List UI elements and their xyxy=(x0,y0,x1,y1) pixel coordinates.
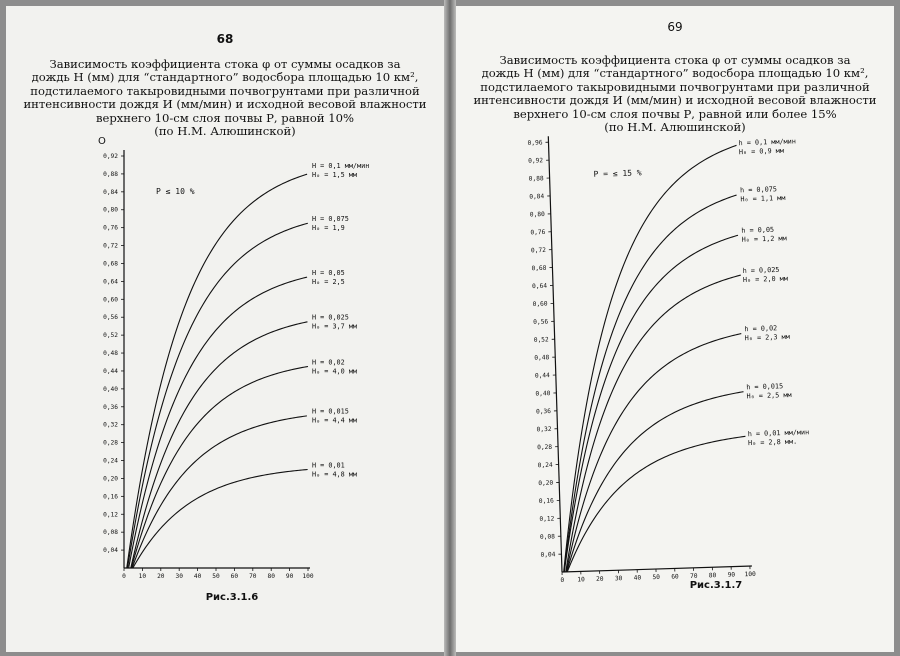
x-tick-label: 70 xyxy=(249,573,257,580)
condition-label: P ≤ 10 % xyxy=(156,187,195,196)
caption-line: Зависимость коэффициента стока φ от суммы осадков за xyxy=(499,53,851,67)
y-tick-label: 0,40 xyxy=(535,390,551,398)
chart-fig-3-1-7 xyxy=(456,6,894,652)
left-page xyxy=(6,6,444,652)
y-tick-label: 0,56 xyxy=(103,314,118,322)
chart-group xyxy=(103,150,369,580)
y-tick-label: 0,60 xyxy=(532,300,548,309)
series-h0-label: H₀ = 0,9 мм xyxy=(738,146,785,157)
x-tick-label: 30 xyxy=(614,575,623,583)
x-tick-label: 80 xyxy=(708,572,717,580)
x-tick-label: 20 xyxy=(596,575,604,583)
y-tick-label: 0,16 xyxy=(103,493,118,501)
page-number-right: 69 xyxy=(667,20,683,34)
y-tick-label: 0,88 xyxy=(103,170,118,178)
y-tick-label: 0,72 xyxy=(530,246,546,255)
x-tick-label: 100 xyxy=(302,573,314,580)
figure-label-right: Рис.3.1.7 xyxy=(689,580,743,591)
y-tick-label: 0,92 xyxy=(528,157,544,165)
y-tick-label: 0,80 xyxy=(103,206,118,214)
series-label: h = 0,015 xyxy=(746,382,784,392)
x-tick-label: 60 xyxy=(230,573,239,580)
y-tick-label: 0,24 xyxy=(537,461,553,470)
caption-line: Зависимость коэффициента стока φ от суммы осадков за xyxy=(49,57,401,71)
series-label: H = 0,015 xyxy=(312,407,349,416)
series-h0-label: H₀ = 1,2 мм xyxy=(741,234,787,244)
caption-line: подстилаемого такыровидными почвогрунтами при различной xyxy=(30,83,420,98)
y-tick-label: 0,76 xyxy=(530,228,546,237)
chart-group xyxy=(527,128,813,584)
x-tick-label: 40 xyxy=(633,574,642,582)
x-tick-label: 60 xyxy=(671,573,679,581)
x-tick-label: 10 xyxy=(577,576,585,584)
series-curve xyxy=(133,470,308,568)
x-tick-label: 90 xyxy=(727,571,736,579)
y-tick-label: 0,64 xyxy=(532,282,548,291)
series-h0-label: H₀ = 1,9 xyxy=(312,224,345,233)
x-tick-label: 0 xyxy=(560,576,565,585)
x-tick-label: 10 xyxy=(138,573,147,580)
page-number-left: 68 xyxy=(216,32,234,46)
y-tick-label: 0,48 xyxy=(103,350,118,358)
x-tick-label: 100 xyxy=(744,570,756,579)
y-tick-label: 0,96 xyxy=(527,139,543,147)
y-tick-label: 0,28 xyxy=(537,443,553,452)
caption-line: дождь Н (мм) для “стандартного” водосбора площадью 10 км², xyxy=(481,66,869,81)
series-label: H = 0,075 xyxy=(312,215,349,224)
y-tick-label: 0,16 xyxy=(538,497,554,506)
y-tick-label: 0,32 xyxy=(536,425,552,434)
caption-line: верхнего 10-см слоя почвы Р, равной 10% xyxy=(95,110,355,125)
y-tick-label: 0,84 xyxy=(103,188,118,196)
series-label: h = 0,01 мм/мин xyxy=(747,428,810,439)
y-tick-label: 0,12 xyxy=(103,511,118,519)
series-label: H = 0,025 xyxy=(312,313,349,322)
caption-line: верхнего 10-см слоя почвы Р, равной или более 15% xyxy=(513,106,837,121)
series-h0-label: H₀ = 1,1 мм xyxy=(740,194,786,204)
caption-line: интенсивности дождя И (мм/мин) и исходной весовой влажности xyxy=(23,97,427,112)
series-h0-label: H₀ = 1,5 мм xyxy=(312,170,358,179)
series-h0-label: H₀ = 4,4 мм xyxy=(312,416,358,425)
series-label: H = 0,01 xyxy=(312,461,345,470)
y-tick-label: 0,88 xyxy=(528,175,544,183)
caption-line: (по Н.М. Алюшинской) xyxy=(154,124,296,139)
y-tick-label: 0,92 xyxy=(103,153,118,160)
x-tick-label: 30 xyxy=(175,573,183,580)
series-h0-label: H₀ = 2,0 мм xyxy=(742,274,789,285)
x-tick-label: 40 xyxy=(193,573,202,580)
series-curve xyxy=(559,334,749,572)
series-h0-label: H₀ = 4,0 мм xyxy=(312,367,358,376)
x-tick-label: 90 xyxy=(285,573,294,580)
y-tick-label: 0,52 xyxy=(533,336,549,344)
y-tick-label: 0,08 xyxy=(103,529,118,537)
y-tick-label: 0,80 xyxy=(529,211,545,219)
y-tick-label: 0,20 xyxy=(103,475,118,483)
series-h0-label: H₀ = 2,8 мм. xyxy=(747,437,798,448)
axis-origin-mark: O xyxy=(98,136,106,147)
series-curve xyxy=(557,275,750,572)
series-label: h = 0,075 xyxy=(739,185,778,195)
series-h0-label: H₀ = 2,5 xyxy=(312,277,345,286)
y-tick-label: 0,04 xyxy=(540,551,556,559)
series-curve xyxy=(132,416,307,568)
y-tick-label: 0,12 xyxy=(539,515,555,523)
series-h0-label: H₀ = 4,8 мм xyxy=(312,470,358,479)
series-h0-label: H₀ = 2,5 мм xyxy=(746,391,792,401)
y-tick-label: 0,20 xyxy=(538,479,554,488)
figure-label-left: Рис.3.1.6 xyxy=(205,592,259,603)
y-tick-label: 0,56 xyxy=(533,318,549,326)
right-page xyxy=(456,6,894,652)
y-tick-label: 0,76 xyxy=(103,224,118,232)
y-tick-label: 0,32 xyxy=(103,421,118,429)
series-curve xyxy=(561,392,749,572)
caption-line: дождь Н (мм) для “стандартного” водосбора площадью 10 км², xyxy=(31,70,419,85)
series-label: h = 0,05 xyxy=(741,225,775,235)
series-h0-label: H₀ = 3,7 мм xyxy=(312,322,358,331)
series-label: h = 0,02 xyxy=(744,324,778,334)
y-tick-label: 0,84 xyxy=(529,193,545,201)
condition-label: P = ≤ 15 % xyxy=(593,168,642,179)
y-tick-label: 0,28 xyxy=(103,439,118,447)
series-curve xyxy=(554,235,749,572)
series-label: H = 0,1 мм/мин xyxy=(312,161,370,170)
caption-line: интенсивности дождя И (мм/мин) и исходной весовой влажности xyxy=(473,93,877,108)
series-curve xyxy=(131,322,308,568)
y-tick-label: 0,24 xyxy=(103,457,118,465)
series-curve xyxy=(129,277,307,568)
caption-line: (по Н.М. Алюшинской) xyxy=(604,120,746,135)
chart-fig-3-1-6 xyxy=(6,6,444,652)
y-tick-label: 0,40 xyxy=(103,385,118,393)
y-tick-label: 0,44 xyxy=(534,372,550,380)
series-label: h = 0,025 xyxy=(742,265,780,276)
series-label: H = 0,02 xyxy=(312,358,345,367)
y-tick-label: 0,48 xyxy=(534,354,550,362)
y-tick-label: 0,04 xyxy=(103,547,118,555)
y-tick-label: 0,36 xyxy=(535,408,552,416)
series-curve xyxy=(550,145,749,572)
y-axis xyxy=(548,136,562,572)
y-tick-label: 0,72 xyxy=(103,242,118,250)
y-tick-label: 0,08 xyxy=(539,533,556,541)
series-h0-label: H₀ = 2,3 мм xyxy=(744,332,790,343)
series-label: H = 0,05 xyxy=(312,268,345,277)
y-tick-label: 0,60 xyxy=(103,296,118,304)
y-tick-label: 0,64 xyxy=(103,278,118,286)
x-tick-label: 80 xyxy=(267,573,275,580)
y-tick-label: 0,52 xyxy=(103,332,118,340)
x-tick-label: 50 xyxy=(212,573,220,580)
y-tick-label: 0,68 xyxy=(531,264,547,273)
x-tick-label: 0 xyxy=(122,573,126,580)
x-tick-label: 50 xyxy=(652,573,661,582)
book-gutter xyxy=(444,0,456,656)
y-tick-label: 0,44 xyxy=(103,367,118,375)
x-axis xyxy=(562,566,752,572)
x-tick-label: 70 xyxy=(689,572,698,580)
caption-line: подстилаемого такыровидными почвогрунтами при различной xyxy=(480,79,870,94)
series-curve xyxy=(552,195,748,572)
y-tick-label: 0,68 xyxy=(103,260,118,268)
x-tick-label: 20 xyxy=(157,573,165,580)
y-tick-label: 0,36 xyxy=(103,403,118,411)
series-label: h = 0,1 мм/мин xyxy=(738,137,797,148)
